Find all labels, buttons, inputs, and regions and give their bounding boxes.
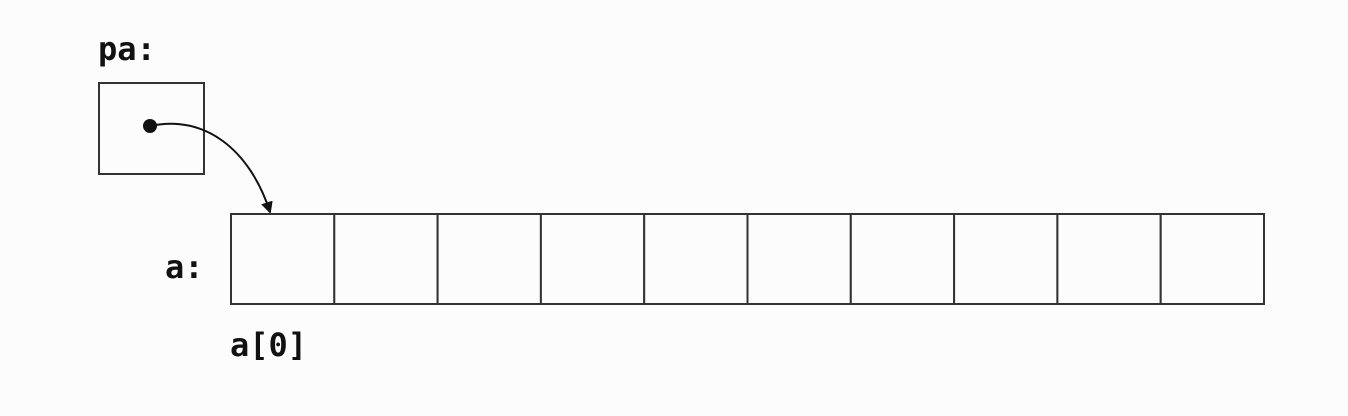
array-cell-1 [334, 214, 437, 304]
first-element-label: a[0] [230, 326, 308, 364]
array-cell-6 [851, 214, 954, 304]
array-cell-7 [954, 214, 1057, 304]
array-label: a: [165, 248, 204, 286]
array-cell-9 [1161, 214, 1264, 304]
array-cell-3 [541, 214, 644, 304]
array-cell-5 [748, 214, 851, 304]
array-cells [231, 214, 1264, 304]
array-cell-0 [231, 214, 334, 304]
array-cell-2 [438, 214, 541, 304]
pointer-label: pa: [98, 30, 156, 68]
pointer-arrow [150, 124, 270, 212]
array-cell-4 [644, 214, 747, 304]
array-cell-8 [1057, 214, 1160, 304]
